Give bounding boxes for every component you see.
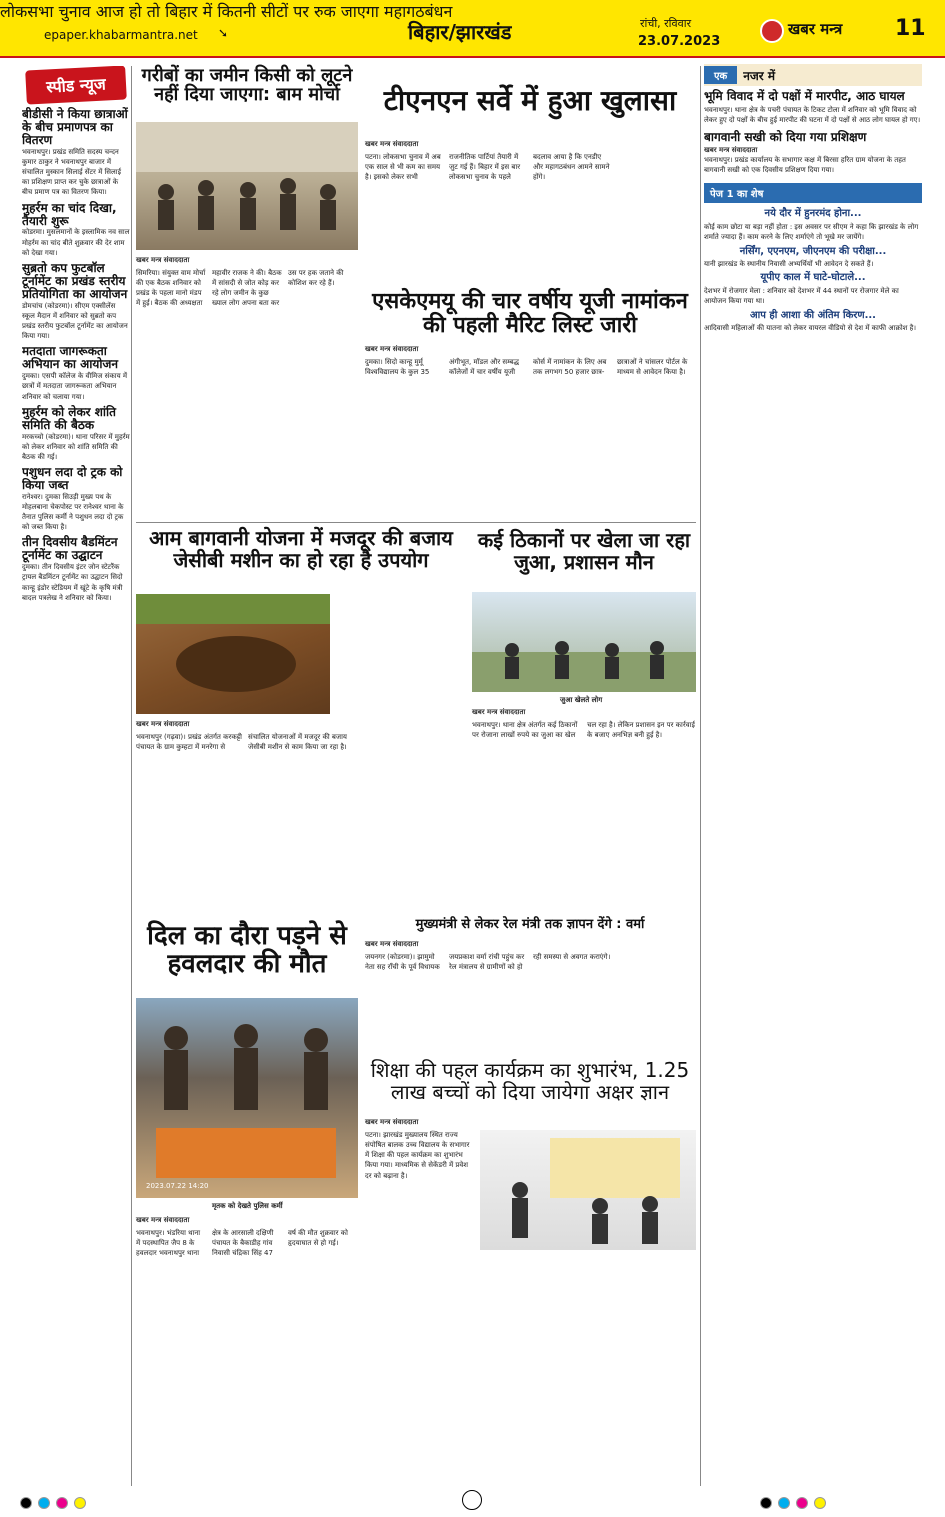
registration-dot xyxy=(760,1497,772,1509)
horticulture-story xyxy=(136,528,466,571)
horticulture-body: भवनाथपुर (गढ़वा)। प्रखंड अंतर्गत करकट्टी पंचायत के ग्राम कुम्हटा में मनरेगा से संचालित योजनाओं में मजदूर की बजाय जेसीबी मशीन से काम किया जा रहा है। xyxy=(136,733,347,752)
policemen-image xyxy=(136,998,358,1198)
cursor-icon: ➘ xyxy=(218,26,229,40)
continued-title: यूपीए काल में घाटे-घोटाले... xyxy=(760,272,866,284)
gambling-people-image xyxy=(472,592,696,692)
education-headline: शिक्षा की पहल कार्यक्रम का शुभारंभ, 1.25 लाख बच्चों को दिया जायेगा अक्षर ज्ञान xyxy=(370,1058,690,1104)
brand-logo-icon xyxy=(760,19,784,43)
speed-news-title: मुहर्रम को लेकर शांति समिति की बैठक xyxy=(22,404,116,432)
jcb-pit-image xyxy=(136,594,330,714)
nazar-label: एक xyxy=(704,66,737,84)
speed-news-logo: स्पीड न्यूज xyxy=(25,66,127,105)
registration-dot xyxy=(74,1497,86,1509)
gambling-photo xyxy=(472,592,696,692)
registration-dot xyxy=(56,1497,68,1509)
speed-news-title: मतदाता जागरूकता अभियान का आयोजन xyxy=(22,344,119,372)
heart-body: भवनाथपुर। भंडरिया थाना में पदस्थापित जैप 8 के हवलदार भवनाथपुर थाना क्षेत्र के आरसाली दक्षिणी पंचायत के बैकाडीह गांव निवासी चंद्रिका सिंह 47 वर्ष की मौत शुक्रवार को हृदयाघात से हो गई। xyxy=(136,1229,348,1258)
column-rule-right xyxy=(700,66,701,1486)
speed-news-body: कोडरमा। मुसलमानों के इस्लामिक नव साल मोहर्रम का चांद बीते शुक्रवार की देर शाम को देखा गया। xyxy=(22,228,130,257)
education-photo xyxy=(480,1130,696,1250)
site-url[interactable]: epaper.khabarmantra.net xyxy=(44,28,198,42)
speed-news-body: रानेश्वर। दुमका सिउड़ी मुख्य पथ के मोहलबाना चेकपोस्ट पर रानेश्वर थाना के तैनात पुलिस कर्मी ने पशुधन लदा दो ट्रक को जब्त किया है। xyxy=(22,492,124,532)
print-registration-right xyxy=(760,1494,832,1513)
brand-name: खबर मन्त्र xyxy=(788,20,843,38)
print-registration-left xyxy=(20,1494,92,1513)
photo-timestamp: 2023.07.22 14:20 xyxy=(146,1182,209,1190)
horticulture-byline: खबर मन्त्र संवाददाता xyxy=(136,720,190,728)
survey-headline: टीएनएन सर्वे में हुआ खुलासा xyxy=(383,84,677,117)
land-body: सिमरिया। संयुक्त वाम मोर्चा की एक बैठक शनिवार को प्रखंड के पहला मानो मंडप में हुई। बैठक की अध्यक्षता महावीर राजक ने की। बैठक में सांसदी से जोत कोड़ कर रहे लोग जमीन के कुछ ख्याल लोग अपना बता कर उस पर हक जताने की कोशिश कर रहे हैं। xyxy=(136,269,344,308)
nazar-header xyxy=(704,64,922,86)
skmu-story xyxy=(365,290,695,338)
horticulture-headline: आम बागवानी योजना में मजदूर की बजाय जेसीबी मशीन का हो रहा है उपयोग xyxy=(149,526,453,572)
survey-byline: खबर मन्त्र संवाददाता xyxy=(365,140,419,148)
cm-headline: मुख्यमंत्री से लेकर रेल मंत्री तक ज्ञापन देंगे : वर्मा xyxy=(415,917,645,932)
speed-news-title: तीन दिवसीय बैडमिंटन टूर्नामेंट का उद्घाटन xyxy=(22,535,118,563)
column-rule xyxy=(131,66,132,1486)
speed-news-title: सुब्रतो कप फुटबॉल टूर्नामेंट का प्रखंड स्तरीय प्रतियोगिता का आयोजन xyxy=(22,260,128,301)
continued-title: नये दौर में हुनरमंद होना... xyxy=(764,208,862,220)
speed-news-body: मरकच्चो (कोडरमा)। थाना परिसर में मुहर्रम को लेकर शनिवार को शांति समिति की बैठक की गई। xyxy=(22,432,130,461)
skmu-body: दुमका। सिदो कान्हू मुर्मू विश्वविद्यालय के कुल 35 अंगीभूत, मॉडल और सम्बद्ध कॉलेजों में चार वर्षीय यूजी कोर्स में नामांकन के लिए अब तक लगभग 50 हजार छात्र-छात्राओं ने चांसलर पोर्टल के माध्यम से आवेदन किया है। xyxy=(365,358,688,377)
nazar-title: नजर में xyxy=(743,68,776,83)
section-title: बिहार/झारखंड xyxy=(408,20,512,44)
gambling-headline: कई ठिकानों पर खेला जा रहा जुआ, प्रशासन मौन xyxy=(477,528,691,574)
cm-byline: खबर मन्त्र संवाददाता xyxy=(365,940,419,948)
gambling-caption: जुआ खेलते लोग xyxy=(560,696,603,704)
heart-photo xyxy=(136,998,358,1198)
land-headline: गरीबों का जमीन किसी को लूटने नहीं दिया जाएगा: बाम मोर्चा xyxy=(141,65,353,106)
speed-news-body: डोमचांच (कोडरमा)। सीएम एक्सीलेंस स्कूल मैदान में शनिवार को सुब्रतो कप प्रखंड स्तरीय फुटबॉल टूर्नामेंट का आयोजन किया गया। xyxy=(22,301,128,341)
cm-body: जयनगर (कोडरमा)। झामुमो नेता सह राँची के पूर्व विधायक जयप्रकाश वर्मा रांची पहुंच कर रेल मंत्रालय से ग्रामीणों को हो रही समस्या से अवगत कराएंगे। xyxy=(365,953,611,972)
page-number: 11 xyxy=(895,16,926,41)
brand-logo xyxy=(760,19,860,41)
speed-news-title: मुहर्रम का चांद दिखा, तैयारी शुरू xyxy=(22,200,117,228)
speed-news-column xyxy=(22,66,130,1486)
continued-title: नर्सिंग, एएनएम, जीएनएम की परीक्षा... xyxy=(739,245,887,257)
speed-news-title: बीडीसी ने किया छात्राओं के बीच प्रमाणपत्र का वितरण xyxy=(22,107,128,147)
speed-news-list xyxy=(22,108,130,603)
continued-body: आदिवासी महिलाओं की यातना को लेकर वायरल वीडियो से देश में काफी आक्रोश है। xyxy=(704,324,916,333)
stage-event-image xyxy=(480,1130,696,1250)
registration-dot xyxy=(778,1497,790,1509)
skmu-byline: खबर मन्त्र संवाददाता xyxy=(365,345,419,353)
horticulture-photo xyxy=(136,594,330,714)
right-story-title: बागवानी सखी को दिया गया प्रशिक्षण xyxy=(704,130,867,145)
speed-news-body: भवनाथपुर। प्रखंड समिति सदस्य चन्दन कुमार ठाकुर ने भवनाथपुर बाजार में संचालित मुस्कान सिलाई सेंटर में सिलाई का प्रशिक्षण प्राप्त कर चुके छात्राओं के बीच प्रमाण पत्र का वितरण किया। xyxy=(22,147,122,197)
right-column xyxy=(704,64,922,1484)
heart-headline: दिल का दौरा पड़ने से हवलदार की मौत xyxy=(147,921,347,980)
education-byline: खबर मन्त्र संवाददाता xyxy=(365,1118,419,1126)
registration-mark xyxy=(462,1490,482,1510)
gambling-body: भवनाथपुर। थाना क्षेत्र अंतर्गत कई ठिकानों पर रोजाना लाखों रुपये का जुआ का खेल चल रहा है। लेकिन प्रशासन इन पर कार्रवाई के बजाए अनभिज्ञ बनी हुई है। xyxy=(472,721,695,740)
heart-story xyxy=(136,922,358,978)
survey-body: पटना। लोकसभा चुनाव में अब एक साल से भी कम का समय है। इसको लेकर सभी राजनीतिक पार्टियां तैयारी में जुट गई हैं। बिहार में इस बार लोकसभा चुनाव के पहले बदलाव आया है कि एनडीए और महागठबंधन आमने सामने होंगे। xyxy=(365,153,610,182)
right-story-body: भवनाथपुर। प्रखंड कार्यालय के सभागार कक्ष में बिरसा हरित ग्राम योजना के तहत बागवानी सखी को एक दिवसीय प्रशिक्षण दिया गया। xyxy=(704,156,906,175)
gambling-story xyxy=(472,530,696,573)
continued-title: आप ही आशा की अंतिम किरण... xyxy=(750,309,876,321)
continued-list xyxy=(704,209,922,333)
education-story xyxy=(365,1060,695,1103)
survey-story xyxy=(365,86,695,116)
land-story xyxy=(136,66,358,105)
top-banner: लोकसभा चुनाव आज हो तो बिहार में कितनी सीटों पर रुक जाएगा महागठबंधन xyxy=(0,2,453,21)
right-stories xyxy=(704,90,922,175)
registration-dot xyxy=(814,1497,826,1509)
registration-dot xyxy=(20,1497,32,1509)
right-story-byline: खबर मन्त्र संवाददाता xyxy=(704,146,758,155)
header-divider xyxy=(0,56,945,58)
continued-body: कोई काम छोटा या बड़ा नहीं होता : इस अवसर पर सीएम ने कहा कि झारखंड के लोग शर्माते ज्यादा हैं। काम करने के लिए शर्माएंगे तो भूखे मर जायेंगे। xyxy=(704,223,919,242)
skmu-headline: एसकेएमयू की चार वर्षीय यूजी नामांकन की पहली मैरिट लिस्ट जारी xyxy=(372,289,688,338)
row-divider xyxy=(136,522,696,523)
speed-news-title: पशुधन लदा दो ट्रक को किया जब्त xyxy=(22,464,123,492)
cm-story xyxy=(365,918,695,932)
edition-city: रांची, रविवार xyxy=(640,17,692,30)
registration-dot xyxy=(796,1497,808,1509)
education-body-1: पटना। झारखंड मुख्यालय स्थित राज्य संपोषित बालक उच्च विद्यालय के सभागार में शिक्षा की पहल कार्यक्रम का शुभारंभ किया गया। माध्यमिक से सेकेंडरी में प्रवेश दर को बढ़ाना है। xyxy=(365,1131,470,1180)
continued-body: यानी झारखंड के स्थानीय निवासी अभ्यर्थियों भी आवेदन दे सकते हैं। xyxy=(704,260,874,269)
registration-dot xyxy=(38,1497,50,1509)
land-byline: खबर मन्त्र संवाददाता xyxy=(136,256,190,264)
continued-body: देशभर में रोजगार मेला : शनिवार को देशभर में 44 स्थानों पर रोजगार मेले का आयोजन किया गया था। xyxy=(704,287,899,306)
speed-news-body: दुमका। तीन दिवसीय इंटर जोन स्टेटरैंक ट्रायल बैडमिंटन टूर्नामेंट का उद्घाटन सिदो कान्हू इंडोर स्टेडियम में खूंटे के कृषि मंत्री बादल पत्रलेख ने शनिवार को किया। xyxy=(22,563,123,602)
right-story-title: भूमि विवाद में दो पक्षों में मारपीट, आठ घायल xyxy=(704,89,905,103)
heart-byline: खबर मन्त्र संवाददाता xyxy=(136,1216,190,1224)
land-photo xyxy=(136,122,358,250)
edition-date: 23.07.2023 xyxy=(638,34,721,49)
speed-news-body: दुमका। एसपी कॉलेज के वीमिज संकाय में छात्रों में मतदाता जागरूकता अभियान शनिवार को चलाया गया। xyxy=(22,372,128,401)
continued-label: पेज 1 का शेष xyxy=(704,183,922,203)
heart-caption: मृतक को देखते पुलिस कर्मी xyxy=(212,1202,283,1210)
meeting-people-image xyxy=(136,122,358,250)
gambling-byline: खबर मन्त्र संवाददाता xyxy=(472,708,526,716)
right-story-body: भवनाथपुर। थाना क्षेत्र के पचरी पंचायत के टिकट टोला में शनिवार को भूमि विवाद को लेकर हुए दो पक्षों के बीच हुई मारपीट की घटना में दो पक्षों से आठ लोग घायल हो गए। xyxy=(704,105,921,125)
